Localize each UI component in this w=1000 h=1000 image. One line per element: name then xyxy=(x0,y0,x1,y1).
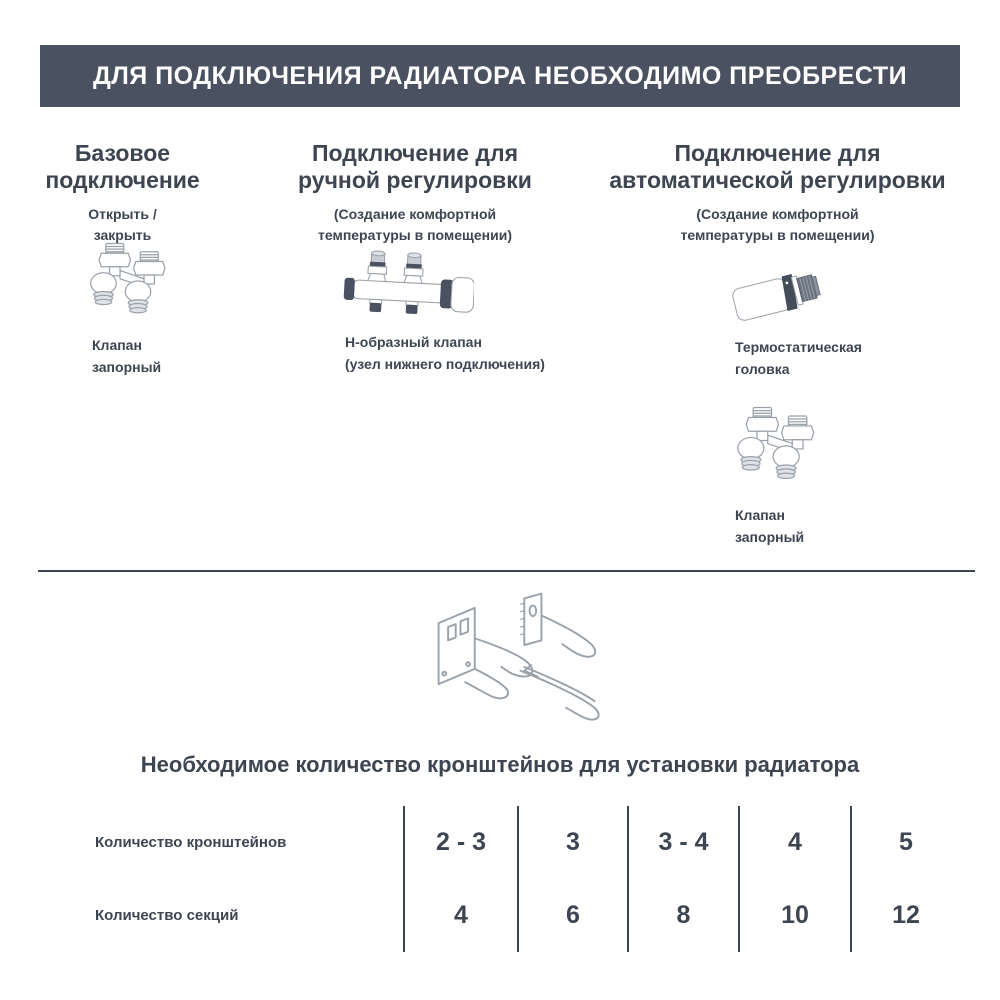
column-title: Базовое подключение xyxy=(45,140,200,193)
brackets-table xyxy=(60,806,960,952)
banner-title: ДЛЯ ПОДКЛЮЧЕНИЯ РАДИАТОРА НЕОБХОДИМО ПРЕОБРЕСТИ xyxy=(92,61,908,90)
column-subtitle: (Создание комфортной температуры в помещении) xyxy=(680,206,875,243)
item-caption: Н-образный клапан (узел нижнего подключения) xyxy=(345,334,545,372)
column-automatic-regulation xyxy=(585,140,970,246)
table-row-label: Количество секций xyxy=(95,907,239,924)
thermostatic-head-icon xyxy=(730,260,824,330)
table-row-label: Количество кронштейнов xyxy=(95,834,287,851)
table-cell: 3 xyxy=(517,806,627,879)
table-cell: 3 - 4 xyxy=(627,806,738,879)
column-title: Подключение для автоматической регулировки xyxy=(609,140,946,193)
item-caption: Клапан запорный xyxy=(735,507,805,545)
column-manual-regulation xyxy=(285,140,545,246)
section-divider xyxy=(38,570,975,572)
table-cell: 5 xyxy=(850,806,960,879)
table-cell: 10 xyxy=(738,879,850,952)
column-title: Подключение для ручной регулировки xyxy=(298,140,532,193)
table-cell: 4 xyxy=(403,879,517,952)
shutoff-valve-icon xyxy=(728,406,832,498)
table-cell: 6 xyxy=(517,879,627,952)
table-cell: 2 - 3 xyxy=(403,806,517,879)
item-caption: Термостатическая головка xyxy=(735,339,862,377)
table-cell: 12 xyxy=(850,879,960,952)
column-subtitle: Открыть / закрыть xyxy=(88,206,157,243)
table-title: Необходимое количество кронштейнов для установки радиатора xyxy=(140,752,860,777)
table-cell: 8 xyxy=(627,879,738,952)
item-caption: Клапан запорный xyxy=(92,337,162,375)
table-cell: 4 xyxy=(738,806,850,879)
banner xyxy=(40,45,960,107)
shutoff-valve-icon xyxy=(80,242,184,332)
column-subtitle: (Создание комфортной температуры в помещении) xyxy=(318,206,512,243)
wall-bracket-icon xyxy=(410,585,610,728)
column-basic-connection xyxy=(15,140,230,246)
h-valve-icon xyxy=(342,248,474,328)
